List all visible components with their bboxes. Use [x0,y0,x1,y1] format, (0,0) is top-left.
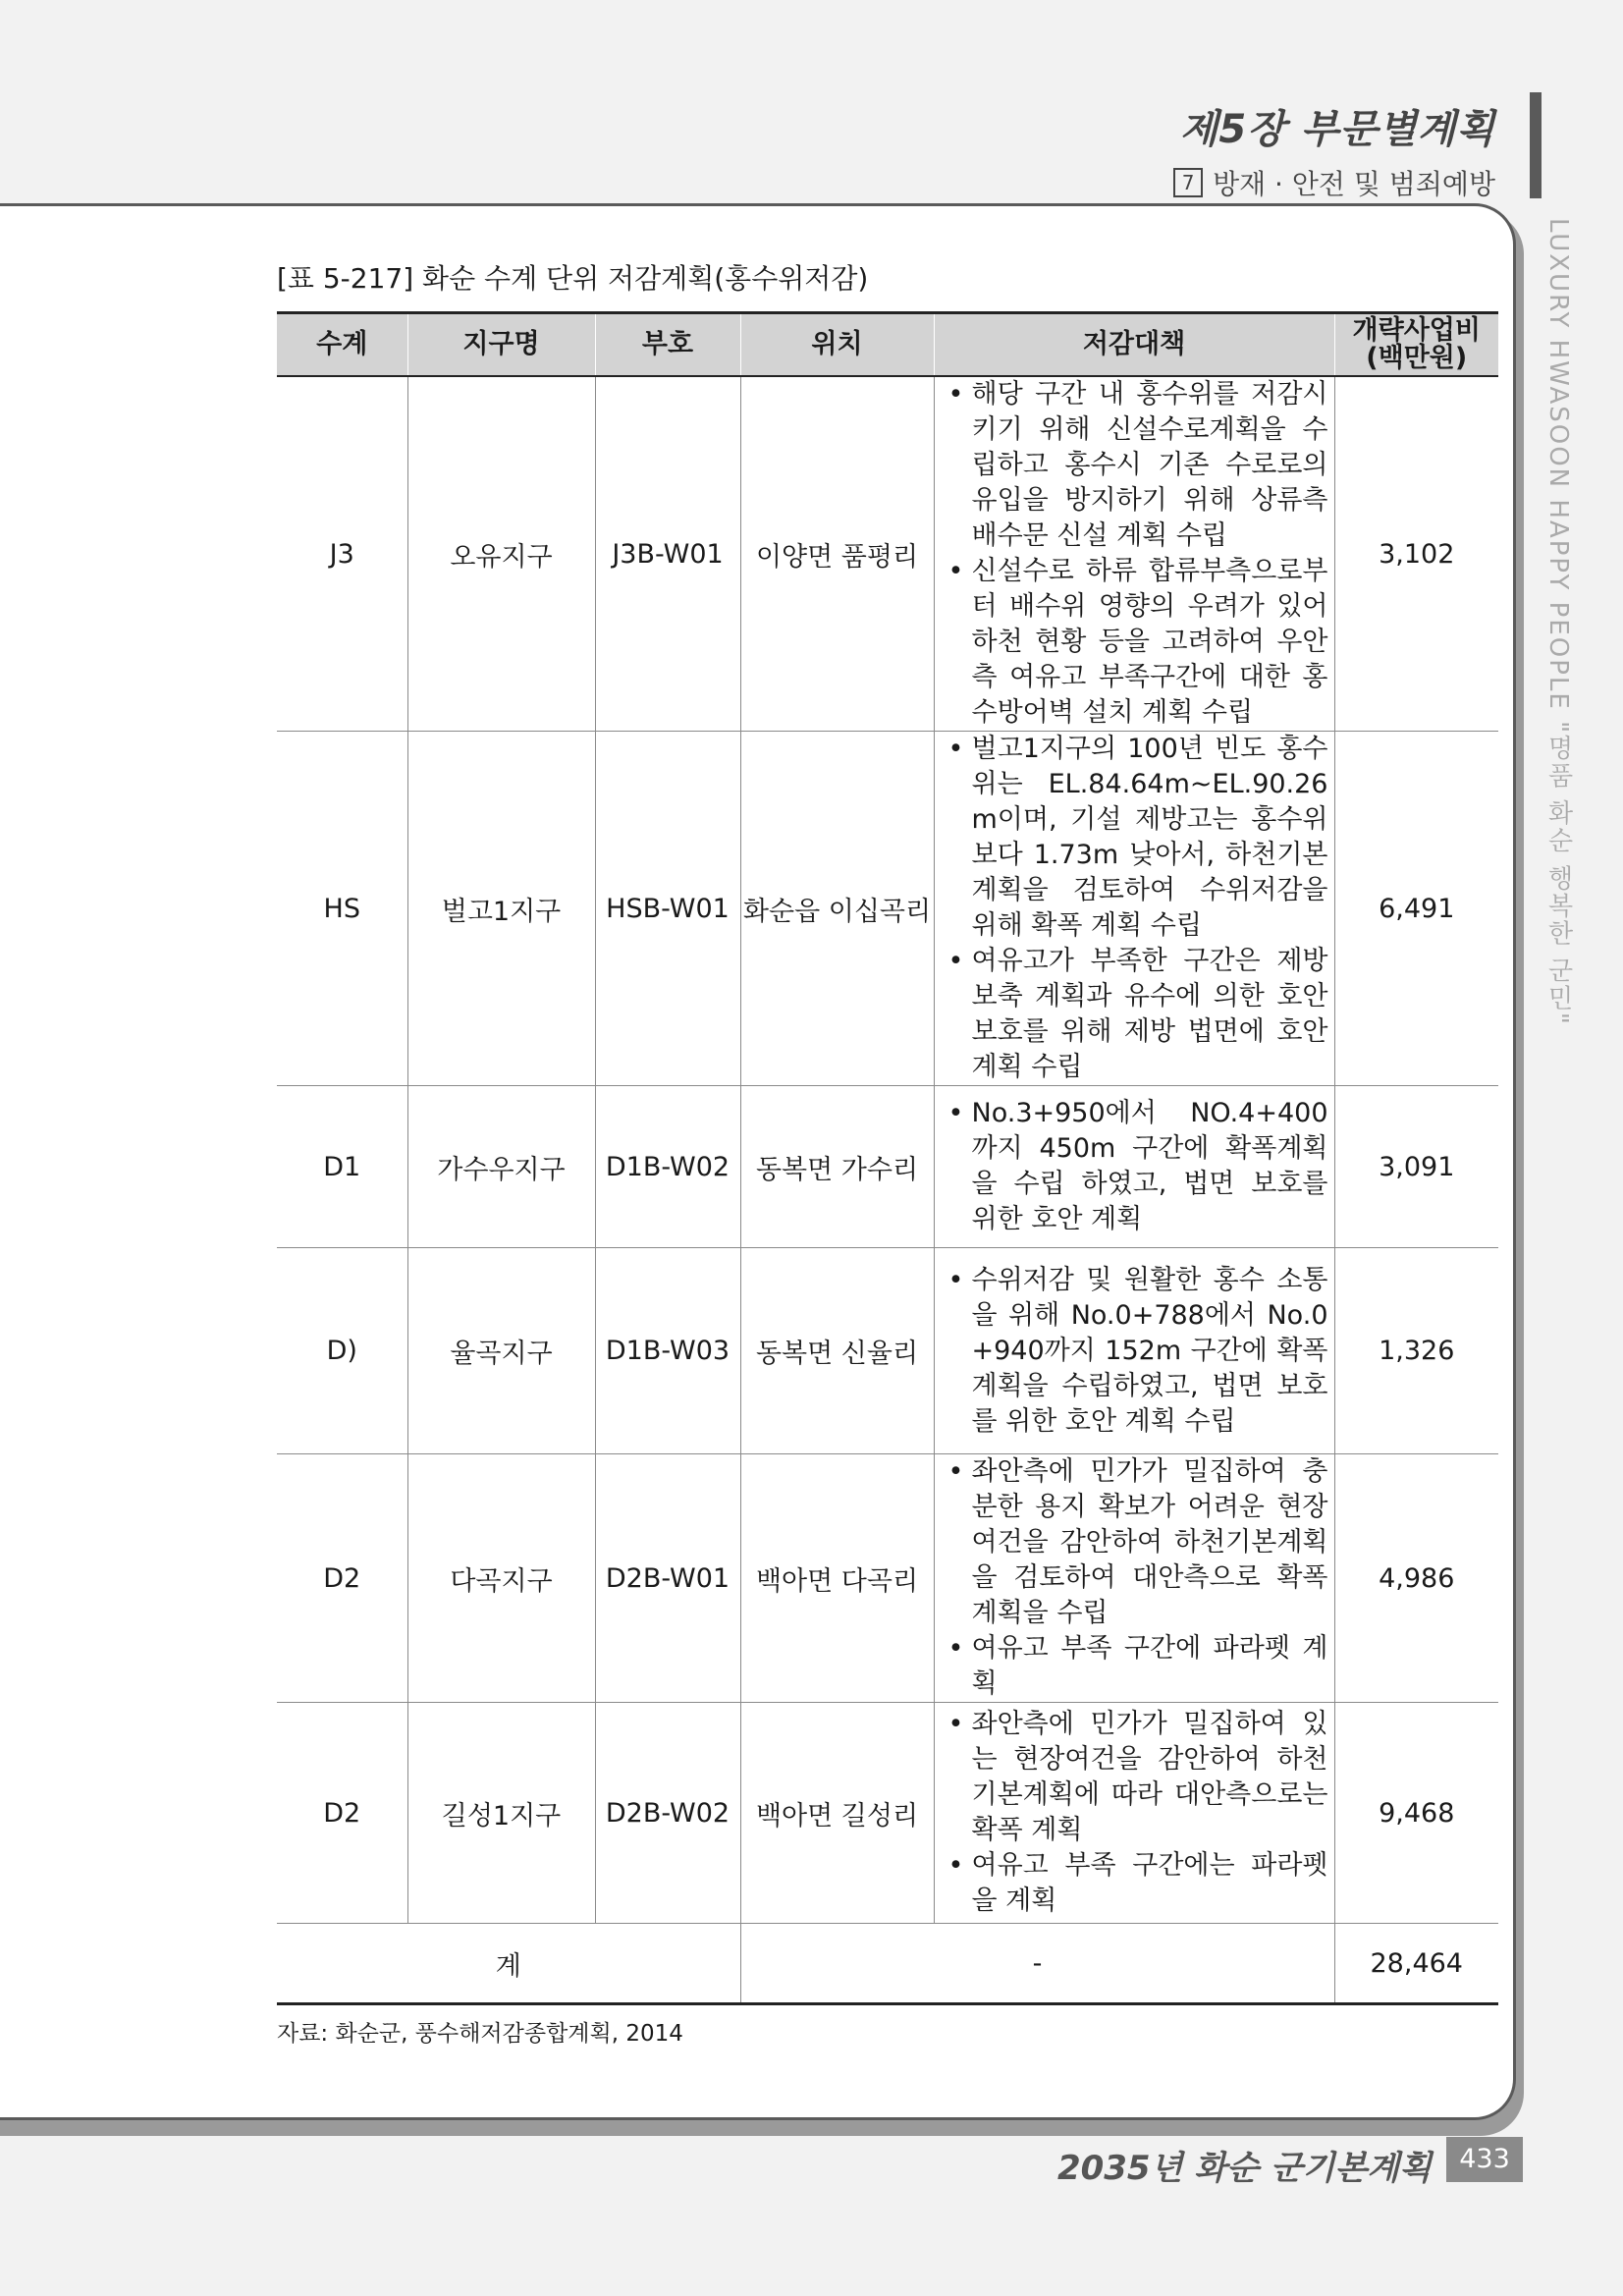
cell-district: 길성1지구 [407,1703,595,1924]
cell-measures [934,1703,1334,1924]
cell-location: 화순읍 이십곡리 [740,732,934,1086]
chapter-title: 제5장 부문별계획 [1179,107,1495,152]
measures-list [943,1263,1328,1440]
table-row [277,732,1498,1086]
measure-item: • 수위저감 및 원활한 홍수 소통을 위해 No.0+788에서 No.0+940까지 152m 구간에 확폭 계획을 수립하였고, 법면 보호를 위한 호안 계획 수립 [943,1263,1328,1440]
measure-item: • 여유고 부족 구간에 파라펫 계획 [943,1631,1328,1702]
measure-item: • 해당 구간 내 홍수위를 저감시키기 위해 신설수로계획을 수립하고 홍수시 기존 수로로의 유입을 방지하기 위해 상류측 배수문 신설 계획 수립 [943,377,1328,554]
cell-basin: D2 [277,1703,407,1924]
cell-measures [934,1086,1334,1248]
col-header: 부호 [595,313,740,377]
table-row [277,376,1498,732]
table-header-row [277,313,1498,377]
cell-district: 율곡지구 [407,1248,595,1454]
measure-item: • No.3+950에서 NO.4+400까지 450m 구간에 확폭계획을 수립 하였고, 법면 보호를 위한 호안 계획 [943,1096,1328,1237]
section-heading [1173,163,1495,202]
measures-list [943,377,1328,731]
cell-district: 오유지구 [407,376,595,732]
cell-measures [934,1454,1334,1703]
measures-list [943,1707,1328,1919]
total-row [277,1924,1498,2004]
table-row [277,1703,1498,1924]
cell-cost: 3,091 [1334,1086,1498,1248]
measures-list [943,1096,1328,1237]
measure-item: • 벌고1지구의 100년 빈도 홍수위는 EL.84.64m~EL.90.26m이며, 기설 제방고는 홍수위보다 1.73m 낮아서, 하천기본계획을 검토하여 수위저감을 위해 확폭 계획 수립 [943,732,1328,944]
cell-code: HSB-W01 [595,732,740,1086]
measures-list [943,1454,1328,1702]
section-title: 방재 · 안전 및 범죄예방 [1213,168,1495,200]
cell-district: 다곡지구 [407,1454,595,1703]
cell-measures [934,376,1334,732]
cell-measures [934,1248,1334,1454]
footer-title: 2035년 화순 군기본계획 [1056,2149,1432,2188]
cell-location: 이양면 품평리 [740,376,934,732]
cell-code: D1B-W03 [595,1248,740,1454]
cell-cost: 6,491 [1334,732,1498,1086]
table-row [277,1248,1498,1454]
cell-district: 벌고1지구 [407,732,595,1086]
cell-cost: 9,468 [1334,1703,1498,1924]
cell-cost: 3,102 [1334,376,1498,732]
col-header: 개략사업비 (백만원) [1334,313,1498,377]
section-number-box: 7 [1173,168,1203,197]
cell-district: 가수우지구 [407,1086,595,1248]
col-header: 저감대책 [934,313,1334,377]
total-cost: 28,464 [1334,1924,1498,2004]
total-measures: - [740,1924,1334,2004]
col-header: 위치 [740,313,934,377]
cell-code: J3B-W01 [595,376,740,732]
cell-code: D1B-W02 [595,1086,740,1248]
cell-basin: J3 [277,376,407,732]
measures-list [943,732,1328,1085]
table-row [277,1086,1498,1248]
measure-item: • 좌안측에 민가가 밀집하여 있는 현장여건을 감안하여 하천기본계획에 따라 대안측으로는 확폭 계획 [943,1707,1328,1848]
cell-location: 동복면 신율리 [740,1248,934,1454]
col-header: 지구명 [407,313,595,377]
col-header: 수계 [277,313,407,377]
cell-location: 백아면 길성리 [740,1703,934,1924]
reduction-plan-table [277,311,1498,2005]
cell-code: D2B-W02 [595,1703,740,1924]
measure-item: • 여유고가 부족한 구간은 제방 보축 계획과 유수에 의한 호안보호를 위해 제방 법면에 호안 계획 수립 [943,944,1328,1085]
cell-cost: 1,326 [1334,1248,1498,1454]
cell-code: D2B-W01 [595,1454,740,1703]
source-note: 자료: 화순군, 풍수해저감종합계획, 2014 [277,2021,683,2047]
cell-basin: D) [277,1248,407,1454]
cell-location: 동복면 가수리 [740,1086,934,1248]
cell-measures [934,732,1334,1086]
side-slogan: LUXURY HWASOON HAPPY PEOPLE "명품 화순 행복한 군민" [1543,218,1573,1026]
table-title: [표 5-217] 화순 수계 단위 저감계획(홍수위저감) [277,262,869,295]
measure-item: • 신설수로 하류 합류부측으로부터 배수위 영향의 우려가 있어 하천 현황 등을 고려하여 우안측 여유고 부족구간에 대한 홍수방어벽 설치 계획 수립 [943,554,1328,731]
cell-location: 백아면 다곡리 [740,1454,934,1703]
cell-basin: D2 [277,1454,407,1703]
cell-basin: D1 [277,1086,407,1248]
total-label: 계 [277,1924,740,2004]
cell-basin: HS [277,732,407,1086]
measure-item: • 좌안측에 민가가 밀집하여 충분한 용지 확보가 어려운 현장여건을 감안하여 하천기본계획을 검토하여 대안측으로 확폭 계획을 수립 [943,1454,1328,1631]
cell-cost: 4,986 [1334,1454,1498,1703]
page-number: 433 [1446,2137,1523,2182]
table-row [277,1454,1498,1703]
header-accent-bar [1530,92,1542,198]
measure-item: • 여유고 부족 구간에는 파라펫을 계획 [943,1848,1328,1919]
